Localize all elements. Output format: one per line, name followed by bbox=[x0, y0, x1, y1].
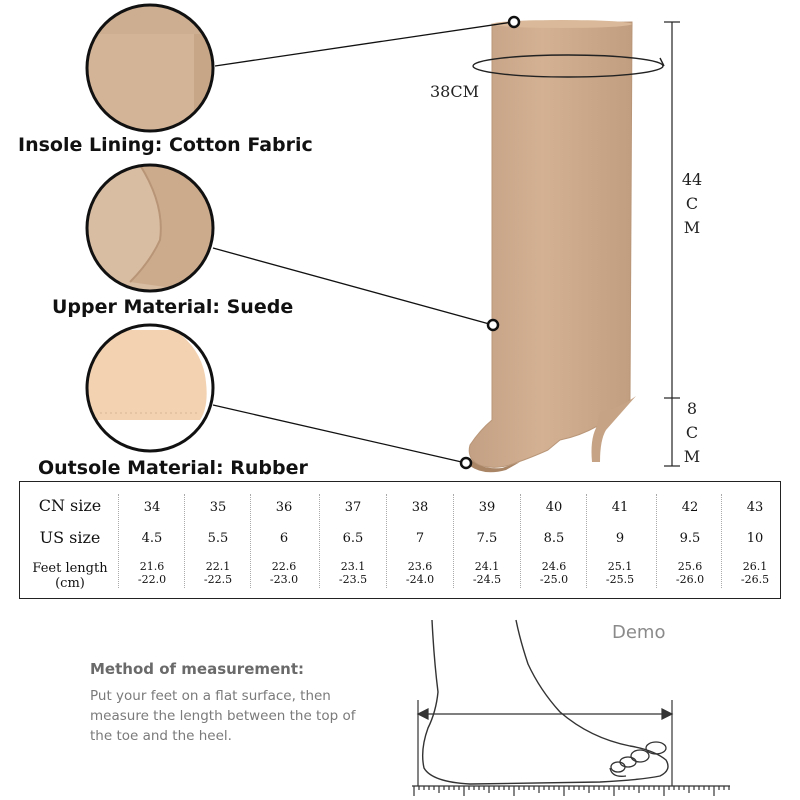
column-divider bbox=[184, 494, 185, 588]
row-label-feet-length: Feet length (cm) bbox=[32, 561, 108, 591]
feet-length-cell: 24.6 -25.0 bbox=[539, 560, 569, 586]
cn-size-cell: 42 bbox=[681, 500, 699, 515]
cn-size-cell: 34 bbox=[143, 500, 161, 515]
cn-size-cell: 38 bbox=[411, 500, 429, 515]
feet-length-cell: 25.1 -25.5 bbox=[605, 560, 635, 586]
row-label-cn-size: CN size bbox=[38, 496, 102, 515]
column-divider bbox=[520, 494, 521, 588]
us-size-cell: 7.5 bbox=[476, 531, 498, 546]
feet-length-cell: 22.1 -22.5 bbox=[203, 560, 233, 586]
insole-label: Insole Lining: Cotton Fabric bbox=[18, 134, 313, 156]
column-divider bbox=[386, 494, 387, 588]
feet-length-cell: 23.6 -24.0 bbox=[405, 560, 435, 586]
us-size-cell: 10 bbox=[746, 531, 764, 546]
heel-height-label: 8 C M bbox=[683, 399, 701, 466]
column-divider bbox=[118, 494, 119, 588]
column-divider bbox=[656, 494, 657, 588]
feet-length-cell: 22.6 -23.0 bbox=[269, 560, 299, 586]
feet-length-cell: 21.6 -22.0 bbox=[137, 560, 167, 586]
cn-size-cell: 36 bbox=[275, 500, 293, 515]
us-size-cell: 9.5 bbox=[679, 531, 701, 546]
column-divider bbox=[453, 494, 454, 588]
feet-length-cell: 26.1 -26.5 bbox=[740, 560, 770, 586]
cn-size-cell: 40 bbox=[545, 500, 563, 515]
boot bbox=[469, 20, 636, 472]
cn-size-cell: 37 bbox=[344, 500, 362, 515]
cn-size-cell: 39 bbox=[478, 500, 496, 515]
measurement-instructions: Put your feet on a flat surface, then measure the length between the top of the toe and the heel. bbox=[90, 688, 356, 744]
size-table bbox=[19, 481, 781, 599]
ruler bbox=[412, 786, 730, 796]
us-size-cell: 6 bbox=[279, 531, 289, 546]
feet-length-cell: 25.6 -26.0 bbox=[675, 560, 705, 586]
outsole-zoom-circle bbox=[85, 324, 215, 454]
us-size-cell: 8.5 bbox=[543, 531, 565, 546]
feet-length-cell: 24.1 -24.5 bbox=[472, 560, 502, 586]
feet-length-cell: 23.1 -23.5 bbox=[338, 560, 368, 586]
column-divider bbox=[721, 494, 722, 588]
row-label-us-size: US size bbox=[39, 528, 101, 547]
cn-size-cell: 43 bbox=[746, 500, 764, 515]
demo-label: Demo bbox=[612, 622, 666, 643]
us-size-cell: 5.5 bbox=[207, 531, 229, 546]
shaft-height-label: 44 C M bbox=[681, 170, 703, 237]
circumference-label: 38CM bbox=[430, 82, 479, 101]
us-size-cell: 9 bbox=[615, 531, 625, 546]
cn-size-cell: 35 bbox=[209, 500, 227, 515]
column-divider bbox=[319, 494, 320, 588]
column-divider bbox=[250, 494, 251, 588]
insole-zoom-circle bbox=[85, 4, 216, 134]
outsole-label: Outsole Material: Rubber bbox=[38, 457, 308, 479]
us-size-cell: 6.5 bbox=[342, 531, 364, 546]
us-size-cell: 7 bbox=[415, 531, 425, 546]
cn-size-cell: 41 bbox=[611, 500, 629, 515]
upper-zoom-circle bbox=[85, 164, 215, 294]
measurement-title: Method of measurement: bbox=[90, 660, 305, 678]
us-size-cell: 4.5 bbox=[141, 531, 163, 546]
upper-label: Upper Material: Suede bbox=[52, 296, 294, 318]
column-divider bbox=[586, 494, 587, 588]
